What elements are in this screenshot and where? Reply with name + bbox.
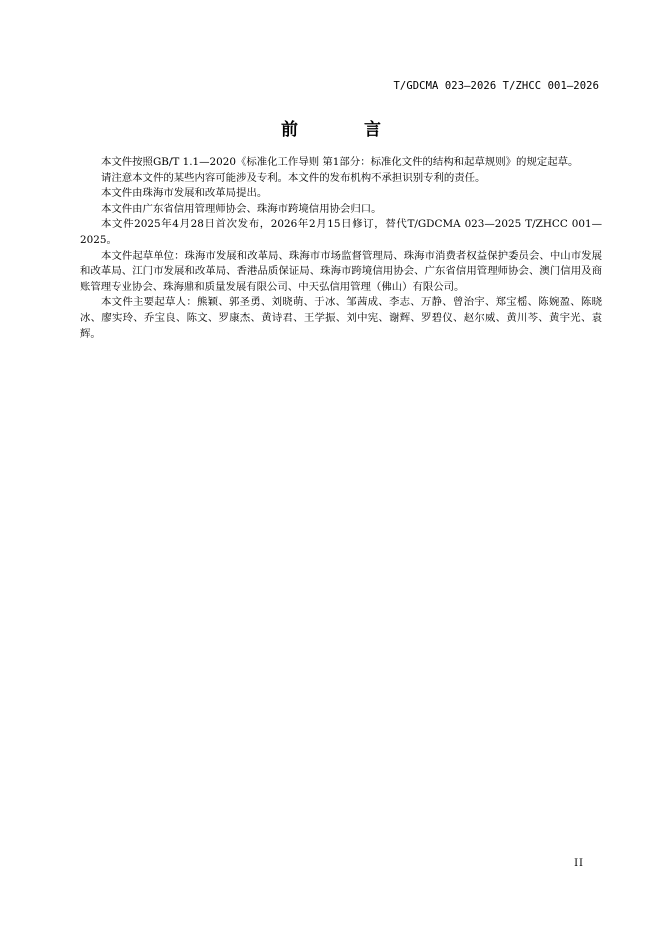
page-title: 前 言 [281, 120, 411, 140]
page-number: II [574, 858, 584, 869]
foreword-body [80, 155, 602, 342]
paragraph-release-history: 本文件2025年4月28日首次发布，2026年2月15日修订，替代T/GDCMA 023—2025 T/ZHCC 001—2025。 [80, 218, 602, 246]
paragraph-centralized: 本文件由广东省信用管理师协会、珠海市跨境信用协会归口。 [101, 202, 382, 215]
paragraph-proposer: 本文件由珠海市发展和改革局提出。 [101, 187, 268, 200]
paragraph-drafters: 本文件主要起草人：熊颖、郭圣勇、刘晓萌、于冰、邹茜成、李志、万静、曾治宇、郑宝榣、陈婉盈、陈晓冰、廖实玲、乔宝良、陈文、罗康杰、黄诗君、王学振、刘中宪、谢辉、罗碧仪、赵尔威、黄川芩、黄宇光、袁辉。 [80, 296, 602, 340]
paragraph-drafting-rules: 本文件按照GB/T 1.1—2020《标准化工作导则 第1部分：标准化文件的结构和起草规则》的规定起草。 [101, 156, 579, 168]
paragraph-drafting-units: 本文件起草单位：珠海市发展和改革局、珠海市市场监督管理局、珠海市消费者权益保护委员会、中山市发展和改革局、江门市发展和改革局、香港品质保证局、珠海市跨境信用协会、广东省信用管理师协会、澳门信用及商账管理专业协会、珠海鼎和质量发展有限公司、中天弘信用管理（佛山）有限公司。 [80, 249, 602, 293]
document-code: T/GDCMA 023—2026 T/ZHCC 001—2026 [393, 80, 599, 92]
paragraph-patent-notice: 请注意本文件的某些内容可能涉及专利。本文件的发布机构不承担识别专利的责任。 [101, 171, 486, 184]
